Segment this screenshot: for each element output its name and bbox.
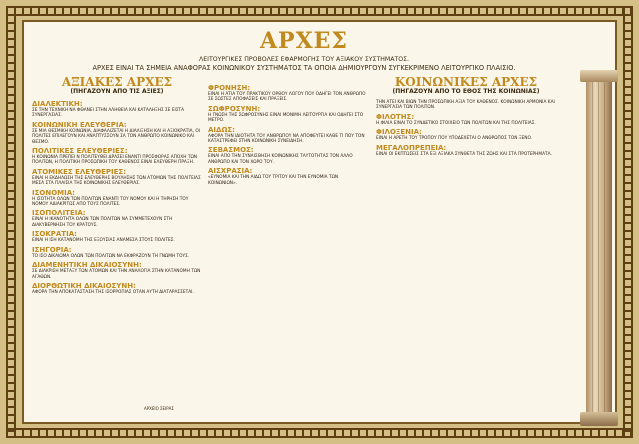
right-column-subtitle: (ΠΗΓΑΖΟΥΝ ΑΠΟ ΤΟ ΕΘΟΣ ΤΗΣ ΚΟΙΝΩΝΙΑΣ) — [392, 88, 540, 95]
section-heading: ΙΣΟΝΟΜΙΑ: — [32, 188, 75, 197]
section-heading: ΑΙΣΧΡΑΣΙΑ: — [208, 167, 253, 176]
section-text: ΤΟ ΙΣΟ ΔΙΚΑΙΩΜΑ ΟΛΩΝ ΤΩΝ ΠΟΛΙΤΩΝ ΝΑ ΕΚΦΡΑΖΟΥΝ ΤΗ ΓΝΩΜΗ ΤΟΥΣ. — [32, 253, 190, 259]
section-heading: ΑΙΔΩΣ: — [208, 125, 235, 134]
section-heading: ΙΣΟΠΟΛΙΤΕΙΑ: — [32, 209, 86, 218]
section-heading: ΣΕΒΑΣΜΟΣ: — [208, 146, 254, 155]
section-heading: ΠΟΛΙΤΙΚΕΣ ΕΛΕΥΘΕΡΙΕΣ: — [32, 147, 128, 156]
section-heading: ΦΙΛΟΞΕΝΙΑ: — [376, 128, 422, 137]
column-base — [580, 412, 618, 426]
left-column — [32, 98, 202, 403]
section-heading: ΚΟΙΝΩΝΙΚΗ ΕΛΕΥΘΕΡΙΑ: — [32, 120, 127, 129]
subtitle-line-1: ΛΕΙΤΟΥΡΓΙΚΕΣ ΠΡΟΒΟΛΕΣ ΕΦΑΡΜΟΓΗΣ ΤΟΥ ΑΞΙΑΚΟΥ ΣΥΣΤΗΜΑΤΟΣ. — [199, 56, 409, 63]
section-heading: ΔΙΑΛΕΚΤΙΚΗ: — [32, 100, 83, 108]
column-flute — [592, 82, 593, 412]
section-text: ΕΙΝΑΙ Η ΙΚΑΝΟΤΗΤΑ ΟΛΩΝ ΤΩΝ ΠΟΛΙΤΩΝ ΝΑ ΣΥΜΜΕΤΕΧΟΥΝ ΣΤΗ ΔΙΑΚΥΒΕΡΝΗΣΗ ΤΟΥ ΚΡΑΤΟΥΣ. — [32, 217, 173, 228]
section-text: ΣΕ ΔΙΑΚΡΙΣΗ ΜΕΤΑΞΥ ΤΩΝ ΑΤΟΜΩΝ ΚΑΙ ΤΗΝ ΑΝΑΛΟΓΙΑ ΣΤΗΝ ΚΑΤΑΝΟΜΗ ΤΩΝ ΑΓΑΘΩΝ. — [32, 269, 201, 280]
section-text: ΑΦΟΡΑ ΤΗΝ ΑΠΟΚΑΤΑΣΤΑΣΗ ΤΗΣ ΙΣΟΡΡΟΠΙΑΣ ΟΤΑΝ ΑΥΤΗ ΔΙΑΤΑΡΑΣΣΕΤΑΙ. — [32, 289, 194, 295]
section-text: ΕΙΝΑΙ Η ΑΡΕΤΗ ΤΟΥ ΤΡΟΠΟΥ ΠΟΥ ΥΠΟΔΕΧΕΤΑΙ Ο ΑΝΘΡΩΠΟΣ ΤΟΝ ΞΕΝΟ. — [376, 136, 533, 142]
section-text: ΣΕ ΜΙΑ ΘΕΣΜΙΚΗ ΚΟΙΝΩΝΙΑ, ΔΙΑΦΑΛΙΖΕΤΑΙ Η ΔΙΑΛΙΞΗΣΗ ΚΑΙ Η ΑΞΙΟΚΡΑΤΙΑ, ΟΙ ΠΟΛΙΤΕΣ ΕΠΙΛΕΓΟΥΝ ΚΑΙ ΑΝΑΠΤΥΣΣΟΥΝ ΣΑ ΤΟΝ ΑΝΘΡΩΠΟ ΚΟΙΝΩΝΙΚΟ ΚΑΙ ΘΕΣΜΟ. — [32, 128, 200, 145]
page-title: ΑΡΧΕΣ — [259, 28, 348, 54]
section-heading: ΦΡΟΝΗΣΗ: — [208, 84, 251, 92]
section-heading: ΑΤΟΜΙΚΕΣ ΕΛΕΥΘΕΡΙΕΣ: — [32, 167, 127, 176]
middle-column — [208, 82, 368, 403]
section-text: «ΕΥΝΟΜΙΑ ΚΑΙ ΤΗΝ ΑΙΔΩ ΤΟΥ ΤΡΙΤΟΥ ΚΑΙ ΤΗΝ ΕΥΝΟΜΙΑ ΤΩΝ ΚΟΙΝΩΝΙΩΝ». — [208, 175, 339, 186]
section-text: Η ΚΟΙΝΩΝΙΑ ΠΡΕΠΕΙ Ν ΠΟΛΙΤΕΥΘΕΙ ΔΡΑΣΕΙ ΕΝΑΝΤΙ ΠΡΟΣΦΟΡΑΣ ΑΠΟΧΗ ΤΩΝ ΠΟΛΙΤΩΝ, Η ΠΟΛΙΤΙΚΗ ΠΡΟΣΩΠΙΚΗ ΤΟΥ ΚΑΘΕΝΟΣ ΕΙΝΑΙ ΕΛΕΥΘΕΡΗ ΠΡΑΞΗ. — [32, 155, 197, 166]
right-column — [376, 98, 556, 403]
left-column-title: ΑΞΙΑΚΕΣ ΑΡΧΕΣ — [61, 75, 173, 89]
left-column-subtitle: (ΠΗΓΑΖΟΥΝ ΑΠΟ ΤΙΣ ΑΞΙΕΣ) — [70, 88, 164, 95]
bottom-meander-border — [6, 428, 633, 438]
section-text: Η ΓΝΩΣΗ ΤΗΣ ΣΩΦΡΟΣΥΝΗΣ ΕΙΝΑΙ ΜΟΝΙΜΗ ΛΕΙΤΟΥΡΓΙΑ ΚΑΙ ΟΔΗΓΕΙ ΣΤΟ ΜΕΤΡΟ. — [208, 112, 364, 124]
subtitle-line-2: ΑΡΧΕΣ ΕΙΝΑΙ ΤΑ ΣΗΜΕΙΑ ΑΝΑΦΟΡΑΣ ΚΟΙΝΩΝΙΚΟΥ ΣΥΣΤΗΜΑΤΟΣ ΤΑ ΟΠΟΙΑ ΔΗΜΙΟΥΡΓΟΥΝ ΣΥΓΚΕΚΡΙΜΕΝΟ ΛΕΙΤΟΥΡΓΙΚΟ ΠΛΑΙΣΙΟ. — [92, 64, 516, 72]
poster-content — [22, 20, 617, 424]
column-shaft — [586, 82, 612, 412]
section-heading: ΔΙΑΜΕΝΗΤΙΚΗ ΔΙΚΑΙΟΣΥΝΗ: — [32, 261, 142, 270]
section-heading: ΙΣΗΓΟΡΙΑ: — [32, 245, 72, 254]
section-text: Η ΦΙΛΙΑ ΕΙΝΑΙ ΤΟ ΣΥΝΔΕΤΙΚΟ ΣΤΟΙΧΕΙΟ ΤΩΝ ΠΟΛΙΤΩΝ ΚΑΙ ΤΗΣ ΠΟΛΙΤΕΙΑΣ. — [376, 120, 536, 126]
left-meander-border — [6, 6, 16, 438]
section-text: Η ΙΣΟΤΗΤΑ ΟΛΩΝ ΤΩΝ ΠΟΛΙΤΩΝ ΕΝΑΝΤΙ ΤΟΥ ΝΟΜΟΥ ΚΑΙ Η ΤΗΡΗΣΗ ΤΟΥ ΝΟΜΟΥ ΑΔΙΑΚΡΙΤΩΣ ΑΠΟ ΤΟΥΣ ΠΟΛΙΤΕΣ. — [32, 196, 189, 208]
signature: ΑΡΧΕΙΟ ΣΕΙΡΑΣ — [144, 406, 174, 411]
section-text: ΑΦΟΡΑ ΤΗΝ ΙΔΙΟΤΗΤΑ ΤΟΥ ΑΝΘΡΩΠΟΥ ΝΑ ΑΠΟΦΕΥΓΕΙ ΚΑΘΕ ΤΙ ΠΟΥ ΤΟΝ ΚΑΤΑΣΤΡΕΦΕΙ ΣΤΗΝ ΚΟΙΝΩΝΙΚΗ ΣΥΝΕΙΔΗΣΗ. — [208, 133, 365, 145]
column-capital — [580, 70, 618, 82]
section-text: ΕΙΝΑΙ Η ΑΤΙΑ ΤΟΥ ΠΡΑΚΤΙΚΟΥ ΟΡΘΟΥ ΛΟΓΟΥ ΠΟΥ ΟΔΗΓΕΙ ΤΟΝ ΑΝΘΡΩΠΟ ΣΕ ΣΩΣΤΕΣ ΑΠΟΦΑΣΕΙΣ ΚΑΙ ΠΡΑΞΕΙΣ. — [208, 92, 366, 103]
section-text: ΕΙΝΑΙ Η ΕΚΔΗΛΩΣΗ ΤΗΣ ΕΛΕΥΘΕΡΗΣ ΒΟΥΛΗΣΗΣ ΤΩΝ ΑΤΟΜΩΝ ΤΗΣ ΠΟΛΙΤΕΙΑΣ ΜΕΣΑ ΣΤΑ ΠΛΑΙΣΙΑ ΤΗΣ ΚΟΙΝΩΝΙΚΗΣ ΕΛΕΥΘΕΡΙΑΣ. — [32, 175, 201, 187]
top-meander-border — [6, 6, 633, 16]
column-flute — [598, 82, 599, 412]
section-text: ΕΙΝΑΙ ΑΠΟ ΤΗΝ ΣΥΝΑΙΣΘΗΣΗ ΚΟΙΝΩΝΙΚΗΣ ΤΑΥΤΟΤΗΤΑΣ ΤΟΝ ΑΛΛΟ ΑΝΘΡΩΠΟ ΚΑΙ ΤΟΝ ΧΩΡΟ ΤΟΥ. — [208, 154, 353, 165]
section-text: ΤΗΝ ΑΤΕΙ ΚΑΙ ΒΙΩΝ ΤΗΝ ΠΡΟΣΩΠΙΚΗ ΑΞΙΑ ΤΟΥ ΚΑΘΕΝΟΣ. ΚΟΙΝΩΝΙΚΗ ΑΡΜΟΝΙΑ ΚΑΙ ΣΥΝΕΡΓΑΣΙΑ ΤΩΝ ΠΟΛΙΤΩΝ. — [376, 100, 555, 111]
section-heading: ΦΙΛΟΤΗΣ: — [376, 112, 415, 121]
section-heading: ΜΕΓΑΛΟΠΡΕΠΕΙΑ: — [376, 143, 447, 152]
section-text: ΣΕ ΤΗΝ ΤΕΧΝΙΚΗ ΝΑ ΦΘΑΝΕΙ ΣΤΗΝ ΑΛΗΘΕΙΑ ΚΑΙ ΚΑΤΑΛΗΞΗΣ ΣΕ ΕΙΣΤΑ ΣΥΝΕΡΓΑΣΙΑΣ. — [32, 108, 185, 119]
section-text: ΕΙΝΑΙ ΟΙ ΕΚΠΤΩΣΕΙΣ ΣΤΑ ΕΞΙ ΑΞΙΑΚΑ ΣΥΝΘΕΤΑ ΤΗΣ ΖΩΗΣ ΚΑΙ ΣΤΑ ΠΡΟΤΕΡΗΜΑΤΑ. — [376, 151, 552, 157]
right-column-title: ΚΟΙΝΩΝΙΚΕΣ ΑΡΧΕΣ — [394, 75, 538, 89]
section-heading: ΙΣΟΚΡΑΤΙΑ: — [32, 230, 77, 239]
section-heading: ΣΩΦΡΟΣΥΝΗ: — [208, 104, 261, 113]
section-text: ΕΙΝΑΙ Η ΙΣΗ ΚΑΤΑΝΟΜΗ ΤΗΣ ΕΞΟΥΣΙΑΣ ΑΝΑΜΕΣΑ ΣΤΟΥΣ ΠΟΛΙΤΕΣ. — [32, 238, 175, 244]
column-flute — [604, 82, 605, 412]
right-meander-border — [623, 6, 633, 438]
ionic-column-illustration — [580, 70, 618, 426]
section-heading: ΔΙΟΡΘΩΤΙΚΗ ΔΙΚΑΙΟΣΥΝΗ: — [32, 281, 136, 290]
